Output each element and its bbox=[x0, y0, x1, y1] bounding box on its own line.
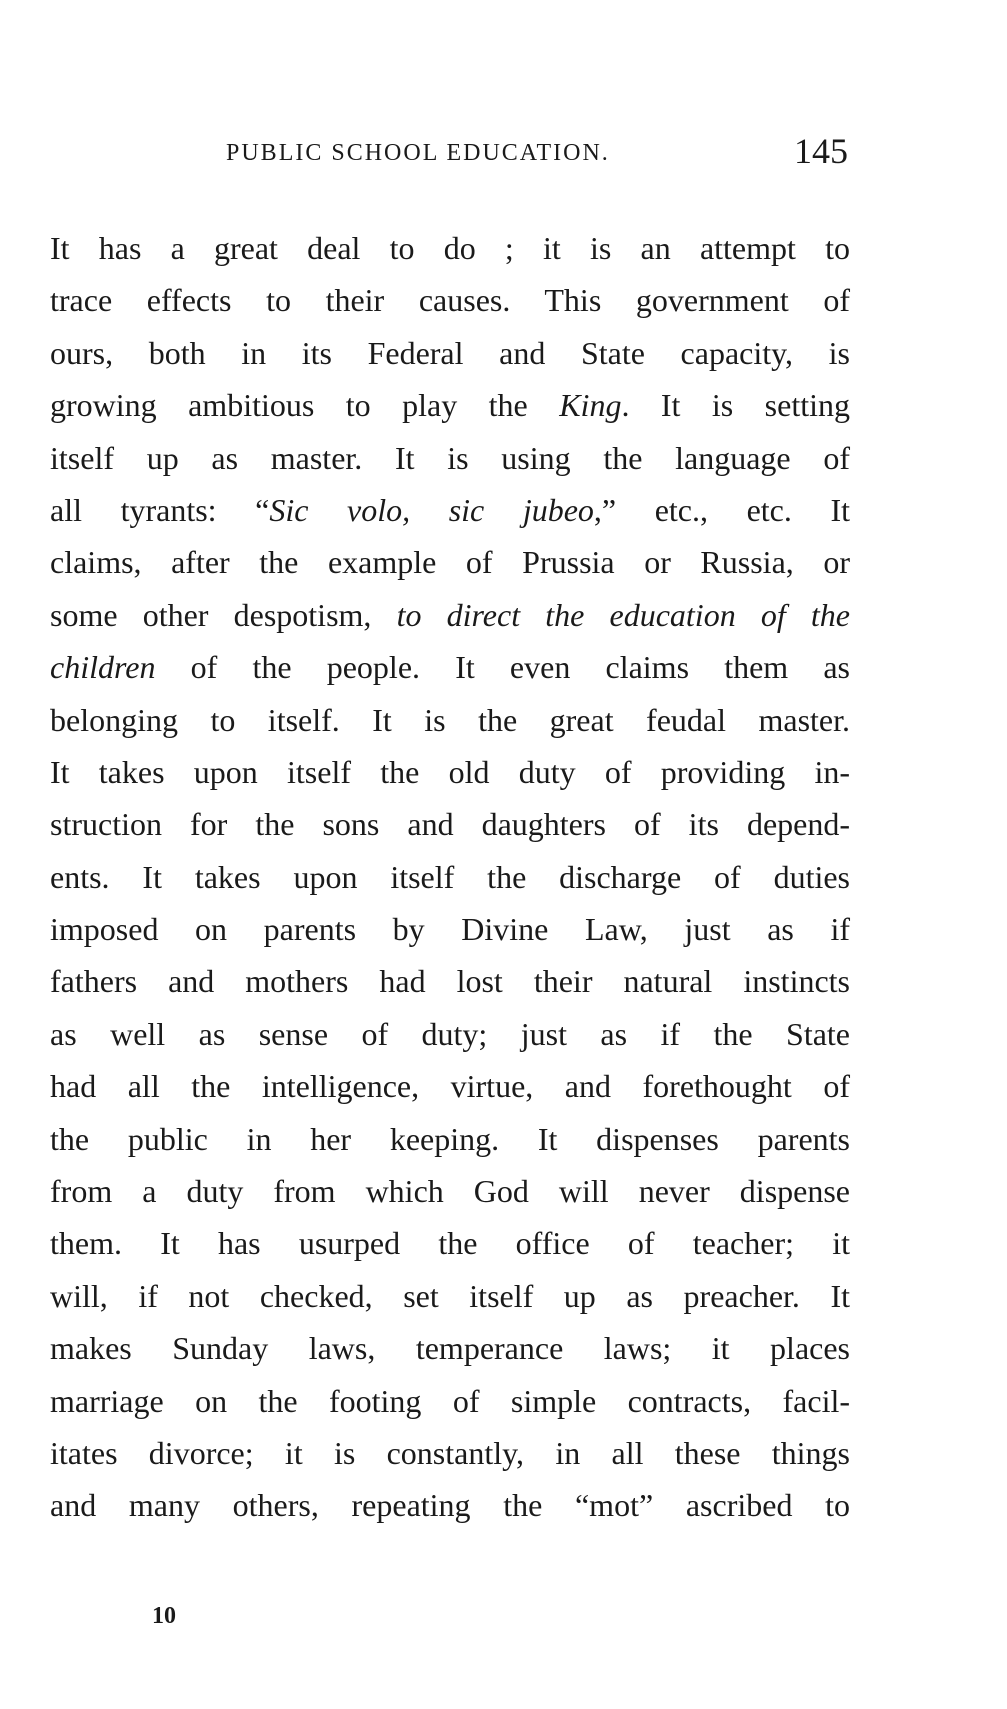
text-line bbox=[50, 746, 850, 798]
text-run: marriage on the footing of simple contracts, facil- bbox=[50, 1382, 850, 1419]
text-run: as well as sense of duty; just as if the State bbox=[50, 1015, 850, 1052]
text-run: makes Sunday laws, temperance laws; it places bbox=[50, 1330, 850, 1367]
italic-text: Sic volo, sic jubeo bbox=[269, 491, 594, 528]
text-line bbox=[50, 589, 850, 641]
text-line bbox=[50, 1375, 850, 1427]
signature-mark: 10 bbox=[152, 1603, 176, 1629]
text-line bbox=[50, 641, 850, 693]
text-run: them. It has usurped the office of teacher; it bbox=[50, 1225, 850, 1262]
running-title: PUBLIC SCHOOL EDUCATION. bbox=[226, 140, 610, 166]
text-run: itates divorce; it is constantly, in all these things bbox=[50, 1434, 850, 1471]
text-run: It takes upon itself the old duty of providing in- bbox=[50, 753, 850, 790]
text-line bbox=[50, 1479, 850, 1531]
text-run: trace effects to their causes. This government of bbox=[50, 282, 850, 319]
text-run: some other despotism, bbox=[50, 596, 397, 633]
text-line bbox=[50, 851, 850, 903]
text-line bbox=[50, 536, 850, 588]
text-run: ours, both in its Federal and State capacity, is bbox=[50, 334, 850, 371]
text-line bbox=[50, 955, 850, 1007]
text-run: of the people. It even claims them as bbox=[155, 649, 850, 686]
text-line bbox=[50, 1008, 850, 1060]
text-run: belonging to itself. It is the great feudal master. bbox=[50, 701, 850, 738]
body-text bbox=[50, 222, 850, 1532]
text-line bbox=[50, 1270, 850, 1322]
running-head bbox=[0, 130, 1007, 180]
text-line bbox=[50, 1060, 850, 1112]
text-run: had all the intelligence, virtue, and forethought of bbox=[50, 1068, 850, 1105]
text-run: ents. It takes upon itself the discharge of duties bbox=[50, 858, 850, 895]
text-line bbox=[50, 1217, 850, 1269]
text-line bbox=[50, 327, 850, 379]
text-run: struction for the sons and daughters of its depend- bbox=[50, 806, 850, 843]
text-line bbox=[50, 274, 850, 326]
text-run: all tyrants: “ bbox=[50, 491, 270, 528]
text-run: from a duty from which God will never dispense bbox=[50, 1173, 850, 1210]
text-line bbox=[50, 432, 850, 484]
text-run: itself up as master. It is using the language of bbox=[50, 439, 850, 476]
text-line bbox=[50, 694, 850, 746]
text-line bbox=[50, 1113, 850, 1165]
text-line bbox=[50, 1165, 850, 1217]
text-run: fathers and mothers had lost their natural instincts bbox=[50, 963, 850, 1000]
page-number: 145 bbox=[794, 131, 848, 171]
italic-text: King bbox=[559, 387, 622, 424]
text-run: and many others, repeating the “mot” ascribed to bbox=[50, 1487, 850, 1524]
text-line bbox=[50, 484, 850, 536]
text-run: claims, after the example of Prussia or Russia, or bbox=[50, 544, 850, 581]
text-run: the public in her keeping. It dispenses parents bbox=[50, 1120, 850, 1157]
italic-text: children bbox=[50, 649, 156, 686]
text-line bbox=[50, 798, 850, 850]
text-run: imposed on parents by Divine Law, just as if bbox=[50, 911, 850, 948]
text-run: growing ambitious to play the bbox=[50, 387, 560, 424]
text-line bbox=[50, 379, 850, 431]
text-line bbox=[50, 1427, 850, 1479]
text-line bbox=[50, 1322, 850, 1374]
text-run: will, if not checked, set itself up as preacher. It bbox=[50, 1277, 850, 1314]
text-run: ,” etc., etc. It bbox=[593, 491, 851, 528]
text-run: . It is setting bbox=[621, 387, 851, 424]
text-run: It has a great deal to do ; it is an attempt to bbox=[50, 230, 850, 266]
text-line bbox=[50, 222, 850, 274]
text-line bbox=[50, 903, 850, 955]
italic-text: to direct the education of the bbox=[396, 596, 851, 633]
